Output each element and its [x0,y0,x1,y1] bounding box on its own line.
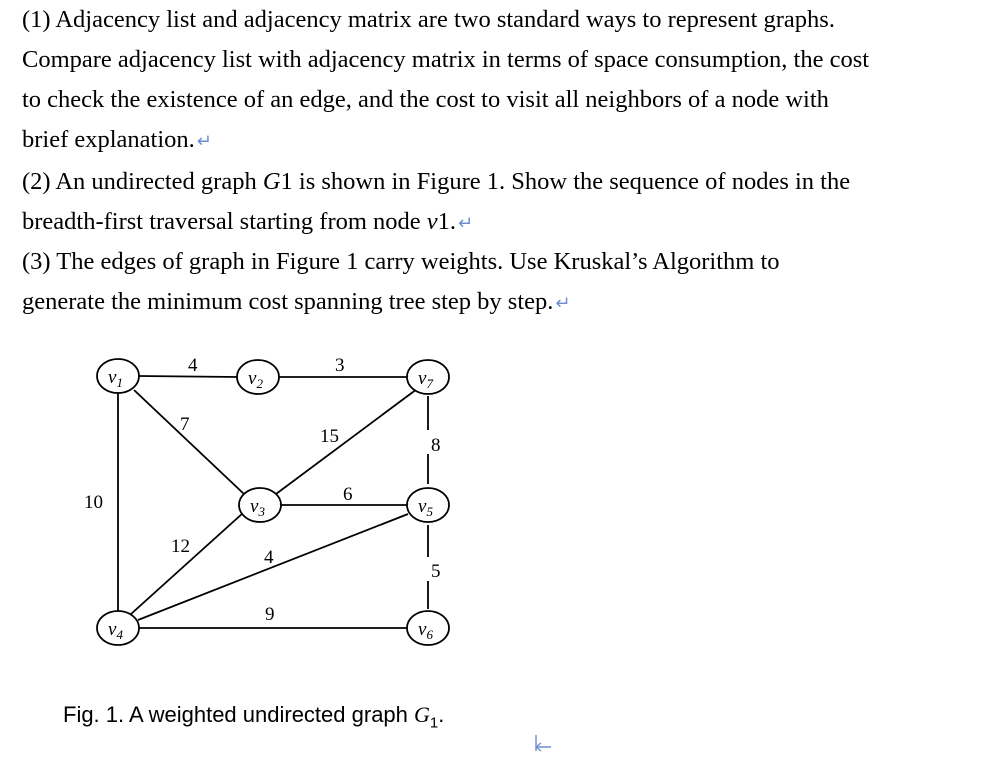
graph-name-symbol: G [262,168,281,195]
edge-v1-v2 [139,376,238,377]
weight-v3-v7: 15 [320,426,339,447]
graph-figure [0,330,520,660]
question-2-line-1-text: (2) An undirected graph [22,168,263,195]
question-2-line-1-rest: 1 is shown in Figure 1. Show the sequence of nodes in the [280,168,851,195]
node-label-v3: $v_3$ [250,496,265,519]
node-label-v1: $v_1$ [108,367,123,390]
edge-v3-v7 [276,389,417,494]
figure-caption-text: Fig. 1. A weighted undirected graph [63,702,415,727]
node-label-v5: $v_5$ [418,496,433,519]
weight-v2-v7: 3 [335,355,345,376]
weight-v3-v4: 12 [171,536,190,557]
figure-caption-period: . [438,702,445,727]
paragraph-mark-icon: ↵ [458,213,474,234]
question-2-line-2-text: breadth-first traversal starting from node [22,208,427,235]
nodes [97,359,449,645]
weight-v7-v5: 8 [431,435,441,456]
node-label-v6: $v_6$ [418,619,433,642]
question-1-line-4-text: brief explanation. [22,126,195,153]
weight-v4-v5: 4 [264,547,274,568]
question-1-line-4 [22,120,869,162]
edge-v1-v3 [134,390,244,494]
weight-v4-v6: 9 [265,604,275,625]
weight-v1-v2: 4 [188,355,198,376]
node-label-v4: $v_4$ [108,619,123,642]
return-mark-icon [533,735,555,755]
question-3-line-2 [22,282,780,324]
weight-v1-v4: 10 [84,492,103,513]
question-2-line-1 [22,162,850,202]
question-3-line-1: (3) The edges of graph in Figure 1 carry weights. Use Kruskal’s Algorithm to [22,248,780,275]
question-2-line-2 [22,202,850,244]
node-symbol: v [426,208,438,235]
question-1-line-1: (1) Adjacency list and adjacency matrix are two standard ways to represent graphs. [22,6,835,33]
question-1-line-2: Compare adjacency list with adjacency matrix in terms of space consumption, the cost [22,46,870,73]
question-3-line-2-text: generate the minimum cost spanning tree step by step. [22,288,554,315]
figure-caption [63,698,444,740]
paragraph-mark-icon: ↵ [555,293,571,314]
node-label-v2: $v_2$ [248,368,263,391]
weight-v5-v6: 5 [431,561,441,582]
question-3 [22,242,780,324]
edge-v3-v4 [131,513,243,614]
question-2-line-2-rest: 1. [437,208,457,235]
weight-v1-v3: 7 [180,414,190,435]
figure-caption-subscript: 1 [429,714,439,732]
question-1-line-3: to check the existence of an edge, and the cost to visit all neighbors of a node with [22,86,829,113]
question-1 [22,0,869,162]
node-label-v7: $v_7$ [418,368,433,391]
question-2 [22,162,850,244]
figure-caption-graph-symbol: G [414,702,430,727]
paragraph-mark-icon: ↵ [196,131,212,152]
weight-v3-v5: 6 [343,484,353,505]
